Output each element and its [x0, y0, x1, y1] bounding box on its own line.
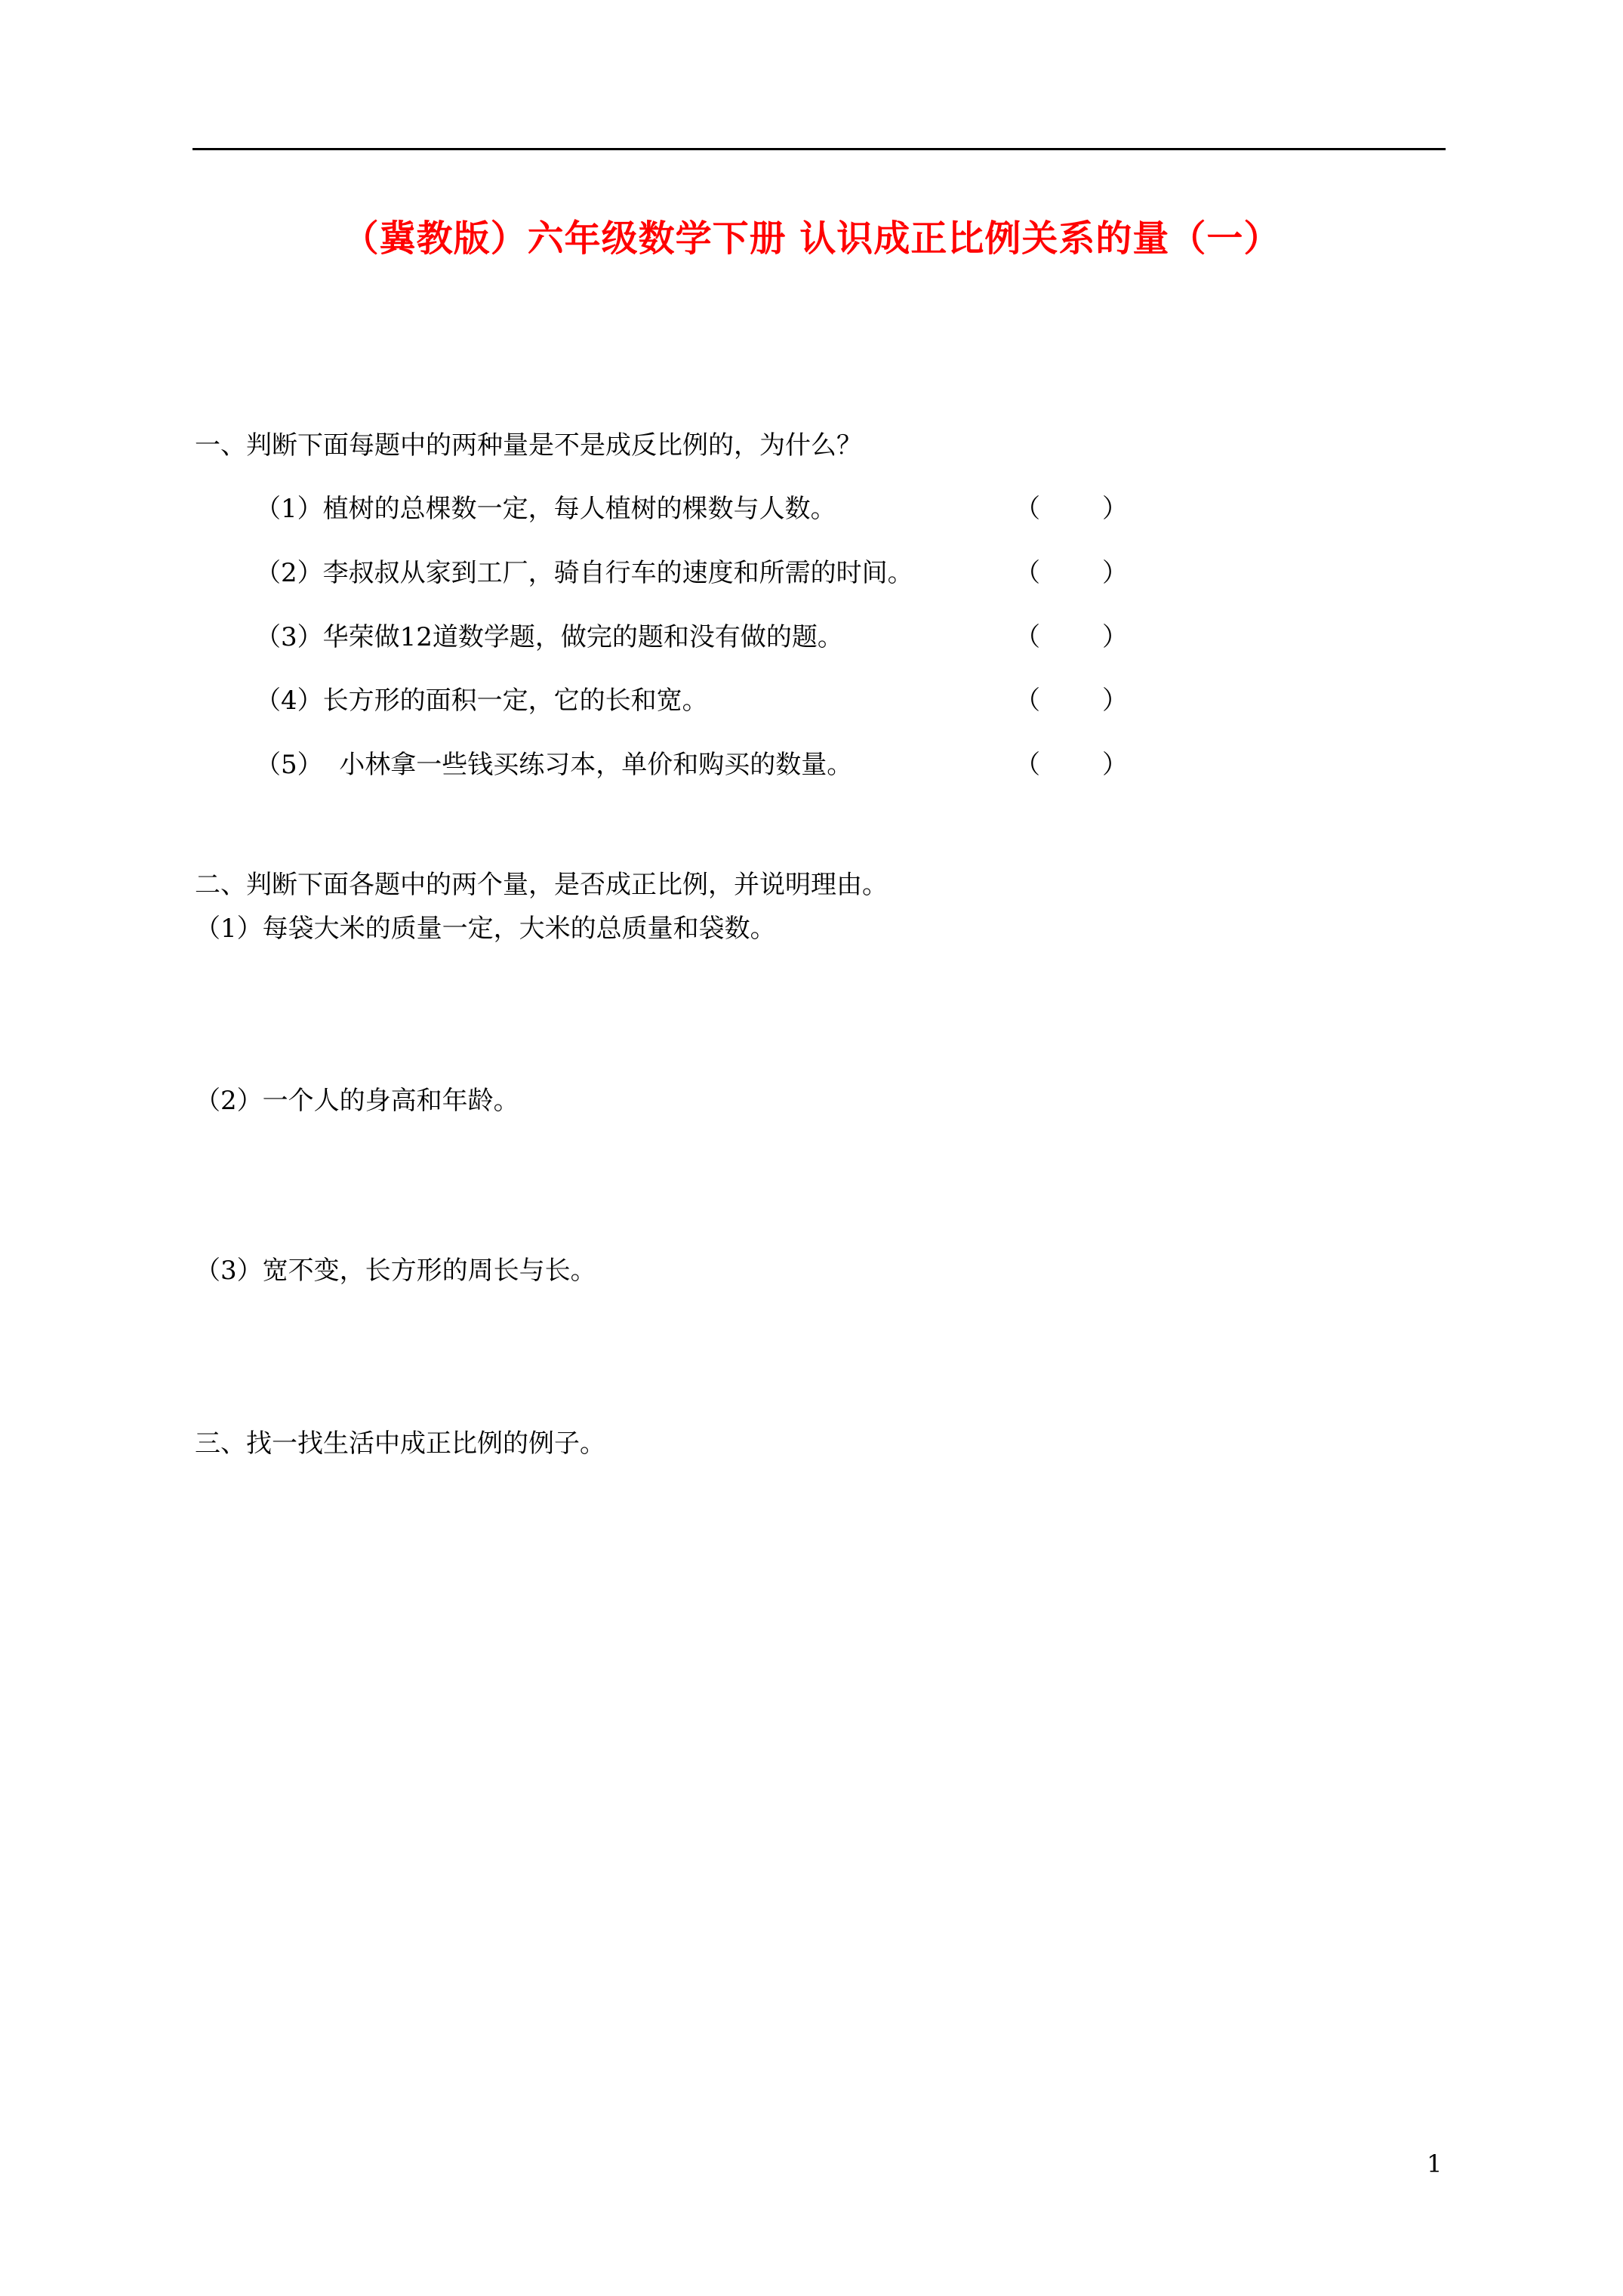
- section1-item-3: （3）华荣做12道数学题，做完的题和没有做的题。: [255, 622, 843, 652]
- answer-blank-5: [1015, 748, 1128, 781]
- section1-item-4: （4）长方形的面积一定，它的长和宽。: [255, 686, 708, 716]
- answer-blank-close: ）: [1102, 558, 1128, 588]
- section2-item-2: （2）一个人的身高和年龄。: [195, 1086, 519, 1116]
- section1-heading: 一、判断下面每题中的两种量是不是成反比例的，为什么？: [195, 430, 862, 461]
- section1-item-1: （1）植树的总棵数一定，每人植树的棵数与人数。: [255, 494, 836, 524]
- answer-blank-open: （: [1015, 686, 1040, 716]
- answer-blank-close: ）: [1102, 686, 1128, 716]
- section2-item-1: （1）每袋大米的质量一定，大米的总质量和袋数。: [195, 914, 776, 944]
- answer-blank-open: （: [1015, 494, 1040, 524]
- answer-blank-4: [1015, 684, 1128, 717]
- answer-blank-2: [1015, 556, 1128, 590]
- section2-item-3: （3）宽不变，长方形的周长与长。: [195, 1256, 596, 1286]
- answer-blank-1: [1015, 492, 1128, 525]
- section2-heading: 二、判断下面各题中的两个量，是否成正比例，并说明理由。: [195, 870, 888, 900]
- answer-blank-open: （: [1015, 558, 1040, 588]
- answer-blank-close: ）: [1102, 750, 1128, 780]
- section1-item-5: （5） 小林拿一些钱买练习本，单价和购买的数量。: [255, 750, 853, 780]
- page-title: （冀教版）六年级数学下册 认识成正比例关系的量（一）: [342, 217, 1281, 260]
- section1-item-2: （2）李叔叔从家到工厂，骑自行车的速度和所需的时间。: [255, 558, 913, 588]
- page-number: 1: [1427, 2150, 1443, 2178]
- answer-blank-open: （: [1015, 622, 1040, 652]
- header-rule: [192, 148, 1446, 150]
- answer-blank-open: （: [1015, 750, 1040, 780]
- answer-blank-3: [1015, 621, 1128, 654]
- section3-heading: 三、找一找生活中成正比例的例子。: [195, 1428, 605, 1459]
- answer-blank-close: ）: [1102, 622, 1128, 652]
- answer-blank-close: ）: [1102, 494, 1128, 524]
